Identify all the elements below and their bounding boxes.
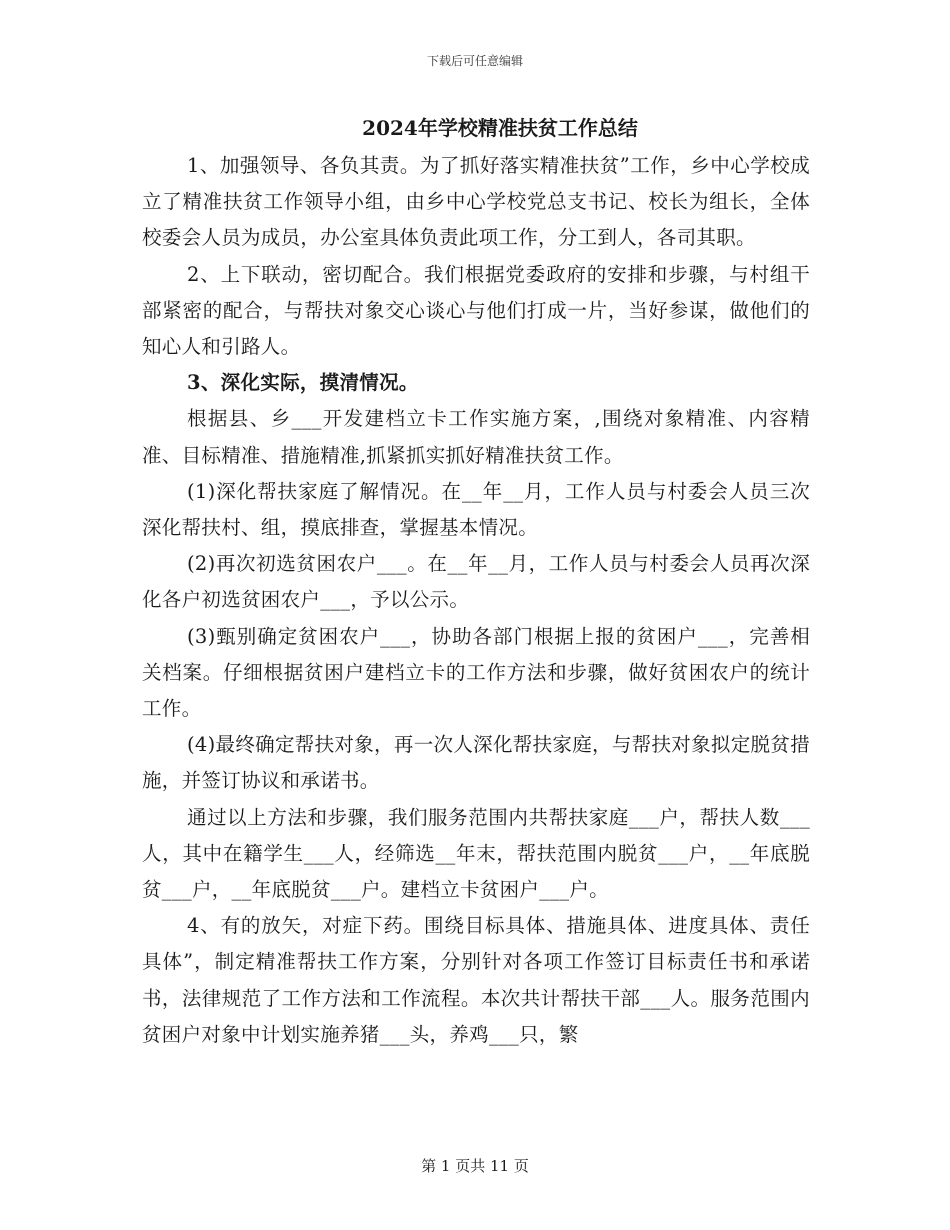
paragraph: (3)甄别确定贫困农户___，协助各部门根据上报的贫困户___，完善相关档案。仔细根据贫困户建档立卡的工作方法和步骤，做好贫困农户的统计工作。 <box>142 624 810 721</box>
paragraph: (2)再次初选贫困农户___。在__年__月，工作人员与村委会人员再次深化各户初选贫困农户___，予以公示。 <box>142 552 810 612</box>
paragraph: (1)深化帮扶家庭了解情况。在__年__月，工作人员与村委会人员三次深化帮扶村、组，摸底排查，掌握基本情况。 <box>142 479 810 540</box>
paragraph: 根据县、乡___开发建档立卡工作实施方案，,围绕对象精准、内容精准、目标精准、措施精准,抓紧抓实抓好精准扶贫工作。 <box>142 407 810 467</box>
section-heading: 3、深化实际，摸清情况。 <box>187 371 419 395</box>
document-body <box>142 148 810 1053</box>
document-title: 2024年学校精准扶贫工作总结 <box>362 116 638 140</box>
paragraph: 1、加强领导、各负其责。为了抓好落实精准扶贫”工作，乡中心学校成立了精准扶贫工作领导小组，由乡中心学校党总支书记、校长为组长，全体校委会人员为成员，办公室具体负责此项工作，分工到人，各司其职。 <box>142 154 810 250</box>
paragraph: 4、有的放矢，对症下药。围绕目标具体、措施具体、进度具体、责任具体”，制定精准帮扶工作方案，分别针对各项工作签订目标责任书和承诺书，法律规范了工作方法和工作流程。本次共计帮扶干部___人。服务范围内贫困户对象中计划实施养猪___头，养鸡___只，繁 <box>142 914 810 1046</box>
page-footer: 第 1 页共 11 页 <box>421 1157 529 1175</box>
paragraph: 通过以上方法和步骤，我们服务范围内共帮扶家庭___户，帮扶人数___人，其中在籍学生___人，经筛选__年末，帮扶范围内脱贫___户，__年底脱贫___户，__年底脱贫___户。建档立卡贫困户___户。 <box>142 805 810 902</box>
header-note: 下载后可任意编辑 <box>426 54 523 68</box>
paragraph: 2、上下联动，密切配合。我们根据党委政府的安排和步骤，与村组干部紧密的配合，与帮扶对象交心谈心与他们打成一片，当好参谋，做他们的知心人和引路人。 <box>142 262 810 359</box>
paragraph: (4)最终确定帮扶对象，再一次人深化帮扶家庭，与帮扶对象拟定脱贫措施，并签订协议和承诺书。 <box>142 733 810 793</box>
